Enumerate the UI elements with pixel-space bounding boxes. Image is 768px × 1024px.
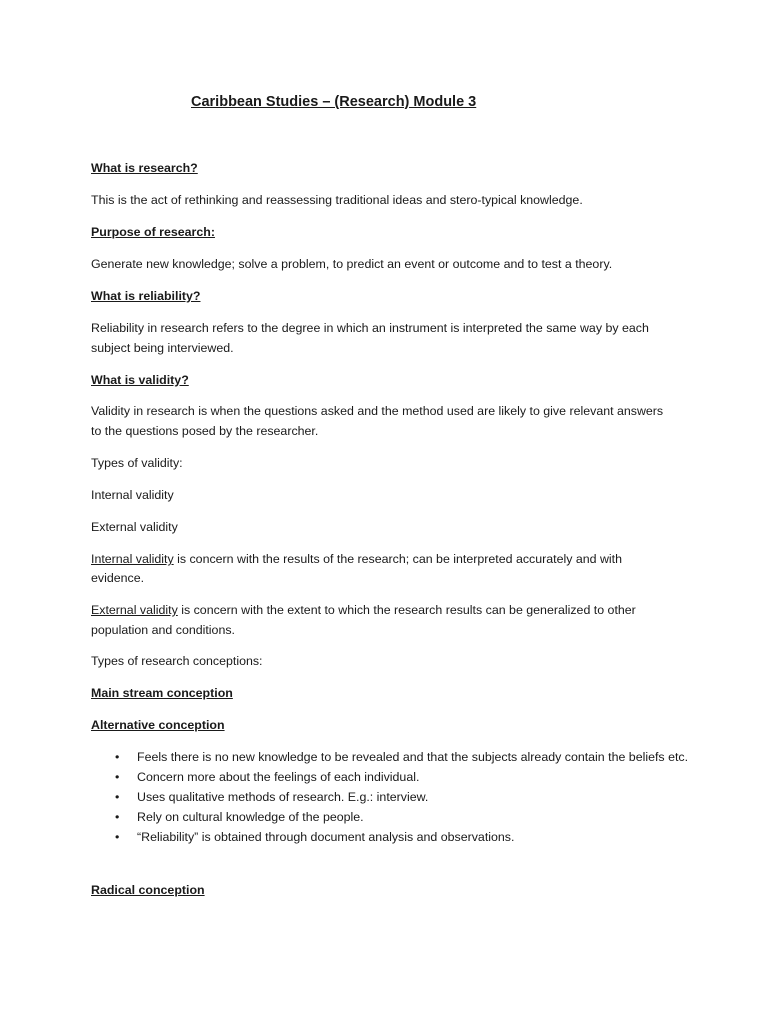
bullet-glyph: • <box>115 790 120 804</box>
external-validity-term: External validity <box>91 603 178 617</box>
heading-what-is-research: What is research? <box>91 161 198 175</box>
heading-what-is-validity: What is validity? <box>91 373 189 387</box>
external-validity-definition-text: is concern with the extent to which the research results can be generalized to other <box>177 603 636 617</box>
heading-main-stream-conception: Main stream conception <box>91 686 233 700</box>
reliability-definition-line-2: subject being interviewed. <box>91 341 234 355</box>
list-item <box>91 807 691 827</box>
internal-validity-definition-line-1 <box>91 549 691 569</box>
heading-what-is-reliability: What is reliability? <box>91 289 201 303</box>
research-definition: This is the act of rethinking and reassessing traditional ideas and stero-typical knowledge. <box>91 193 583 207</box>
list-item-text: Concern more about the feelings of each individual. <box>137 770 420 784</box>
internal-validity-definition-line-2: evidence. <box>91 571 145 585</box>
list-item-text: “Reliability” is obtained through document analysis and observations. <box>137 830 515 844</box>
list-item <box>91 767 691 787</box>
list-item <box>91 827 691 847</box>
heading-radical-conception: Radical conception <box>91 883 205 897</box>
validity-definition-line-1: Validity in research is when the questions asked and the method used are likely to give relevant answers <box>91 404 664 418</box>
heading-alternative-conception: Alternative conception <box>91 718 225 732</box>
list-item-text: Feels there is no new knowledge to be revealed and that the subjects already contain the beliefs etc. <box>137 750 689 764</box>
document-title: Caribbean Studies – (Research) Module 3 <box>191 94 477 110</box>
heading-purpose-of-research: Purpose of research: <box>91 225 215 239</box>
list-item-text: Rely on cultural knowledge of the people. <box>137 810 364 824</box>
internal-validity-term: Internal validity <box>91 552 174 566</box>
types-of-conceptions-label: Types of research conceptions: <box>91 654 263 668</box>
external-validity-definition-line-1 <box>91 600 691 620</box>
validity-definition-line-2: to the questions posed by the researcher. <box>91 424 319 438</box>
list-item-text: Uses qualitative methods of research. E.g.: interview. <box>137 790 429 804</box>
list-item <box>91 787 691 807</box>
bullet-glyph: • <box>115 830 120 844</box>
internal-validity-definition-text: is concern with the results of the research; can be interpreted accurately and with <box>173 552 623 566</box>
internal-validity-item: Internal validity <box>91 488 174 502</box>
reliability-definition-line-1: Reliability in research refers to the degree in which an instrument is interpreted the same way by each <box>91 321 649 335</box>
alternative-conception-list <box>91 747 691 847</box>
bullet-glyph: • <box>115 770 120 784</box>
bullet-glyph: • <box>115 810 120 824</box>
purpose-definition: Generate new knowledge; solve a problem, to predict an event or outcome and to test a theory. <box>91 257 613 271</box>
external-validity-definition-line-2: population and conditions. <box>91 623 235 637</box>
bullet-glyph: • <box>115 750 120 764</box>
list-item <box>91 747 691 767</box>
types-of-validity-label: Types of validity: <box>91 456 183 470</box>
external-validity-item: External validity <box>91 520 178 534</box>
